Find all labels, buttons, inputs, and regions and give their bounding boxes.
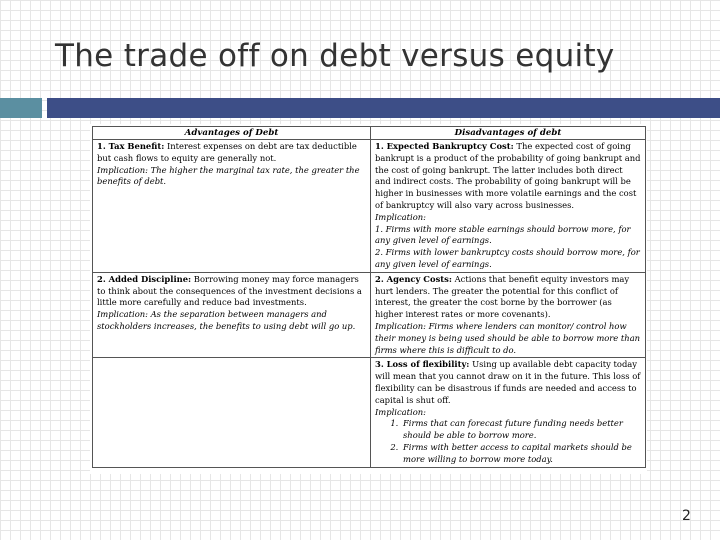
advantage-text: Interest expenses on debt are tax deductible but cash flows to equity are generally not. — [97, 141, 357, 163]
header-advantages: Advantages of Debt — [93, 127, 371, 140]
implication-label: Implication: — [375, 211, 426, 222]
disadvantage-heading: 3. Loss of flexibility: — [375, 359, 470, 370]
implication-label: Implication: — [375, 406, 426, 417]
advantage-paragraph — [97, 141, 366, 165]
disadvantage-heading: 2. Agency Costs: — [375, 273, 452, 284]
debt-equity-table-image — [90, 124, 647, 474]
disadvantage-cell — [371, 140, 646, 273]
implication-list — [375, 418, 641, 465]
disadvantage-implication: Implication: Firms where lenders can monitor/ control how their money is being used should be able to borrow more than firms where this is difficult to do. — [375, 320, 641, 355]
page-number: 2 — [682, 508, 691, 524]
disadvantage-text: Actions that benefit equity investors may hurt lenders. The greater the potential for this conflict of interest, the greater the cost borne by the borrower (as higher interest rates or more covenants). — [375, 273, 630, 320]
list-item: 1. Firms that can forecast future funding needs better should be able to borrow more. — [401, 418, 641, 442]
accent-bar-left — [0, 98, 42, 118]
disadvantage-paragraph — [375, 359, 641, 406]
advantage-cell — [93, 272, 371, 358]
advantage-text: Borrowing money may force managers to think about the consequences of the investment decisions a little more carefully and reduce bad investments. — [97, 273, 362, 308]
disadvantage-text: Using up available debt capacity today will mean that you cannot draw on it in the future. This loss of flexibility can be disastrous if funds are needed and access to capital is shut off. — [375, 359, 641, 405]
disadvantage-heading: 1. Expected Bankruptcy Cost: — [375, 141, 514, 151]
implication-point: 1. Firms with more stable earnings should borrow more, for any given level of earnings. — [375, 223, 631, 246]
list-item: 2. Firms with better access to capital markets should be more willing to borrow more today. — [401, 442, 641, 466]
disadvantage-cell — [371, 272, 646, 358]
implication-point: 2. Firms with lower bankruptcy costs should borrow more, for any given level of earnings. — [375, 247, 640, 269]
disadvantage-cell — [371, 358, 646, 467]
disadvantage-paragraph — [375, 274, 641, 321]
table-row — [93, 272, 646, 358]
table-header-row — [93, 127, 646, 140]
header-disadvantages: Disadvantages of debt — [371, 127, 646, 140]
disadvantage-paragraph — [375, 141, 641, 212]
advantage-heading: 1. Tax Benefit: — [97, 141, 165, 151]
advantage-implication: Implication: As the separation between managers and stockholders increases, the benefits to using debt will go up. — [97, 309, 356, 331]
advantage-cell — [93, 140, 371, 273]
table-row — [93, 140, 646, 273]
slide-title: The trade off on debt versus equity — [55, 38, 615, 74]
empty-advantage-cell — [93, 358, 371, 467]
advantage-heading: 2. Added Discipline: — [97, 273, 192, 284]
tradeoff-table — [92, 126, 646, 468]
advantage-implication: Implication: The higher the marginal tax rate, the greater the benefits of debt. — [97, 164, 360, 187]
accent-bar-right — [47, 98, 720, 118]
table-row — [93, 358, 646, 467]
disadvantage-text: The expected cost of going bankrupt is a product of the probability of going bankrupt and the cost of going bankrupt. The latter includes both direct and indirect costs. The probability of going bankrupt will be higher in businesses with more volatile earnings and the cost of bankruptcy will also vary across businesses. — [375, 141, 641, 210]
advantage-paragraph — [97, 274, 366, 309]
